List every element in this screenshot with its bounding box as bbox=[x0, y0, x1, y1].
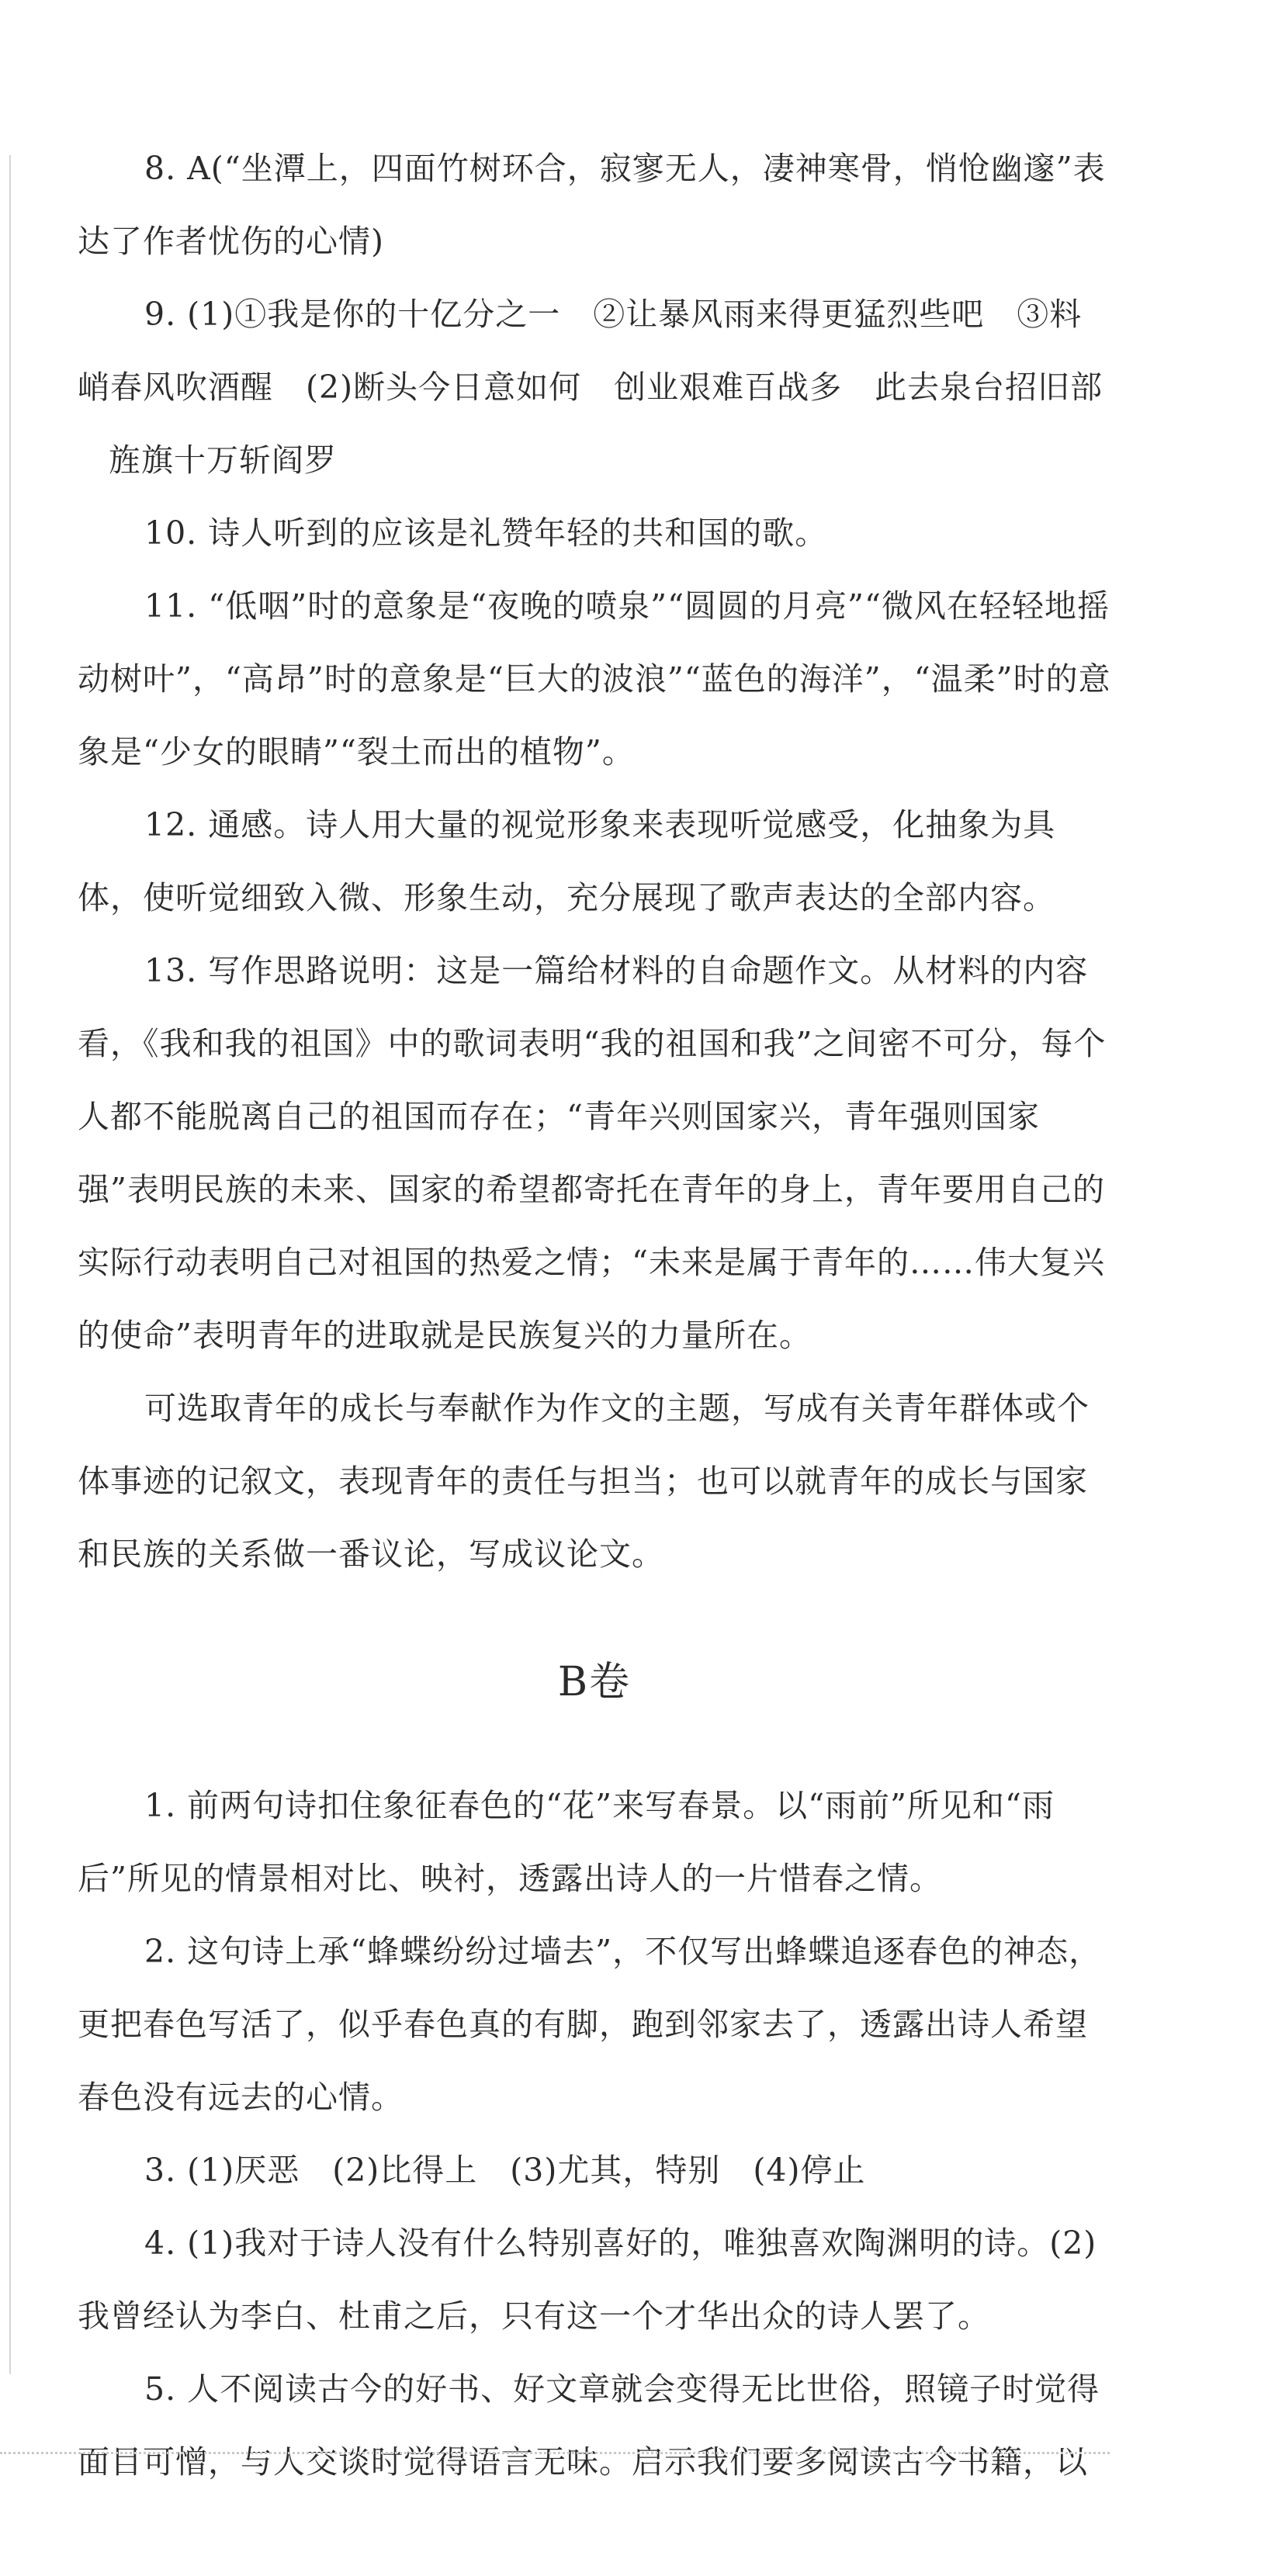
answer-b5: 5. 人不阅读古今的好书、好文章就会变得无比世俗，照镜子时觉得面目可憎，与人交谈时觉得语言无味。启示我们要多阅读古今书籍，以 bbox=[78, 2370, 1100, 2481]
answer-a11: 11. “低咽”时的意象是“夜晚的喷泉”“圆圆的月亮”“微风在轻轻地摇动树叶”，“高昂”时的意象是“巨大的波浪”“蓝色的海洋”，“温柔”时的意象是“少女的眼睛”“裂土而出的植物”。 bbox=[78, 587, 1111, 770]
answer-a9-continuation: 旌旗十万斩阎罗 bbox=[109, 441, 337, 479]
answer-b1: 1. 前两句诗扣住象征春色的“花”来写春景。以“雨前”所见和“雨后”所见的情景相对比、映衬，透露出诗人的一片惜春之情。 bbox=[78, 1787, 1055, 1897]
answer-a8: 8. A(“坐潭上，四面竹树环合，寂寥无人，凄神寒骨，悄怆幽邃”表达了作者忧伤的心情) bbox=[78, 150, 1106, 260]
page-bottom-dotted-rule bbox=[0, 2452, 1110, 2454]
left-margin-rule bbox=[9, 155, 11, 2374]
section-b-title: B卷 bbox=[557, 1659, 632, 1705]
answer-key-page bbox=[78, 132, 1111, 2498]
answer-b4: 4. (1)我对于诗人没有什么特别喜好的，唯独喜欢陶渊明的诗。(2)我曾经认为李白、杜甫之后，只有这一个才华出众的诗人罢了。 bbox=[78, 2225, 1097, 2335]
answer-a13-paragraph-2: 可选取青年的成长与奉献作为作文的主题，写成有关青年群体或个体事迹的记叙文，表现青年的责任与担当；也可以就青年的成长与国家和民族的关系做一番议论，写成议论文。 bbox=[78, 1390, 1090, 1573]
answer-a10: 10. 诗人听到的应该是礼赞年轻的共和国的歌。 bbox=[144, 514, 828, 552]
answer-b2: 2. 这句诗上承“蜂蝶纷纷过墙去”，不仅写出蜂蝶追逐春色的神态，更把春色写活了，似乎春色真的有脚，跑到邻家去了，透露出诗人希望春色没有远去的心情。 bbox=[78, 1933, 1102, 2116]
answer-b3: 3. (1)厌恶 (2)比得上 (3)尤其，特别 (4)停止 bbox=[144, 2152, 866, 2189]
answer-a13: 13. 写作思路说明：这是一篇给材料的自命题作文。从材料的内容看，《我和我的祖国》中的歌词表明“我的祖国和我”之间密不可分，每个人都不能脱离自己的祖国而存在；“青年兴则国家兴，青年强则国家强”表明民族的未来、国家的希望都寄托在青年的身上，青年要用自己的实际行动表明自己对祖国的热爱之情；“未来是属于青年的……伟大复兴的使命”表明青年的进取就是民族复兴的力量所在。 bbox=[78, 952, 1107, 1354]
answer-a9: 9. (1)①我是你的十亿分之一 ②让暴风雨来得更猛烈些吧 ③料峭春风吹酒醒 (2)断头今日意如何 创业艰难百战多 此去泉台招旧部 bbox=[78, 296, 1103, 406]
answer-a12: 12. 通感。诗人用大量的视觉形象来表现听觉感受，化抽象为具体，使听觉细致入微、形象生动，充分展现了歌声表达的全部内容。 bbox=[78, 806, 1056, 916]
